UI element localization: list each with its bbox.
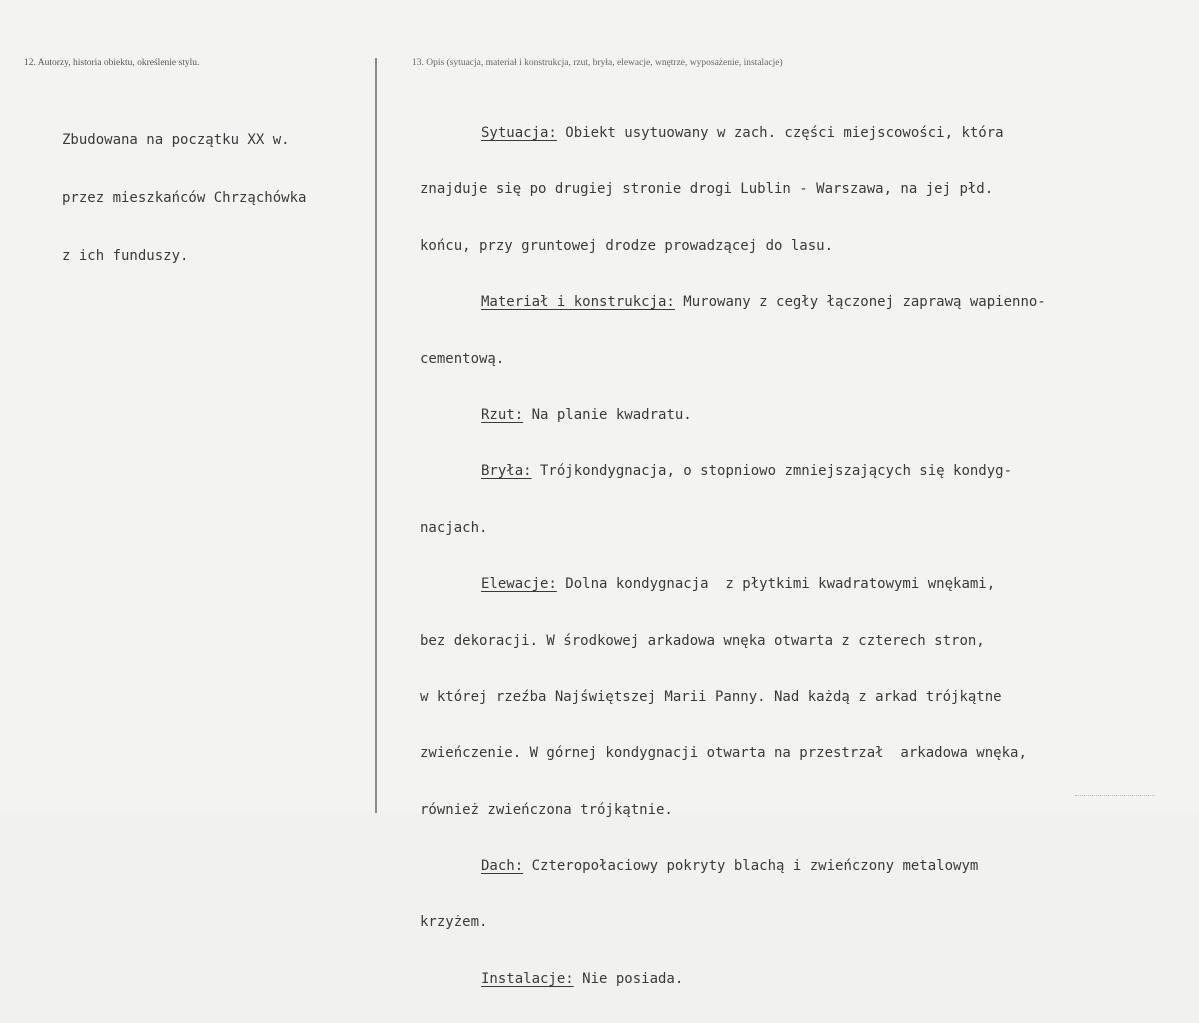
history-line: przez mieszkańców Chrząchówka: [62, 190, 307, 206]
description-line: [420, 854, 1046, 878]
description-text: [420, 89, 1046, 1023]
section-text: Czteropołaciowy pokryty blachą i zwieńczony metalowym: [523, 858, 979, 875]
section-label-instalacje: Instalacje:: [481, 970, 574, 987]
description-line: zwieńczenie. W górnej kondygnacji otwarta na przestrzał arkadowa wnęka,: [420, 745, 1027, 762]
section-label-elewacje: Elewacje:: [481, 576, 557, 593]
description-line: [420, 290, 1046, 314]
section-label-bryla: Bryła:: [481, 463, 532, 480]
description-line: [420, 121, 1046, 145]
field-12-header: 12. Autorzy, historia obiektu, określenie stylu.: [24, 58, 200, 68]
description-line: cementową.: [420, 350, 505, 367]
column-divider: [375, 58, 377, 813]
section-text: Na planie kwadratu.: [523, 406, 692, 423]
history-line: z ich funduszy.: [62, 248, 189, 264]
description-line: [420, 403, 1046, 427]
section-label-rzut: Rzut:: [481, 406, 524, 423]
description-line: w której rzeźba Najświętszej Marii Panny. Nad każdą z arkad trójkątne: [420, 688, 1002, 705]
description-line: [420, 967, 1046, 991]
description-line: krzyżem.: [420, 914, 488, 931]
section-text: Nie posiada.: [573, 970, 684, 987]
description-line: bez dekoracji. W środkowej arkadowa wnęka otwarta z czterech stron,: [420, 632, 985, 649]
faint-mark: [1075, 795, 1155, 798]
section-text: Trójkondygnacja, o stopniowo zmniejszających się kondyg-: [531, 463, 1013, 480]
description-line: również zwieńczona trójkątnie.: [420, 801, 673, 818]
section-label-dach: Dach:: [481, 858, 524, 875]
description-line: [420, 572, 1046, 596]
history-line: Zbudowana na początku XX w.: [62, 132, 290, 148]
section-label-sytuacja: Sytuacja:: [481, 125, 557, 141]
section-label-material: Materiał i konstrukcja:: [481, 294, 675, 311]
history-text: [62, 95, 306, 301]
section-text: Obiekt usytuowany w zach. części miejscowości, która: [556, 125, 1004, 141]
field-13-header: 13. Opis (sytuacja, materiał i konstrukcja, rzut, bryła, elewacje, wnętrze, wyposażenie, instalacje): [412, 58, 783, 68]
description-line: nacjach.: [420, 519, 488, 536]
description-line: znajduje się po drugiej stronie drogi Lublin - Warszawa, na jej płd.: [420, 181, 994, 198]
section-text: Murowany z cegły łączonej zaprawą wapienno-: [674, 294, 1046, 311]
description-line: końcu, przy gruntowej drodze prowadzącej do lasu.: [420, 237, 834, 254]
description-line: [420, 459, 1046, 483]
section-text: Dolna kondygnacja z płytkimi kwadratowymi wnękami,: [556, 576, 996, 593]
